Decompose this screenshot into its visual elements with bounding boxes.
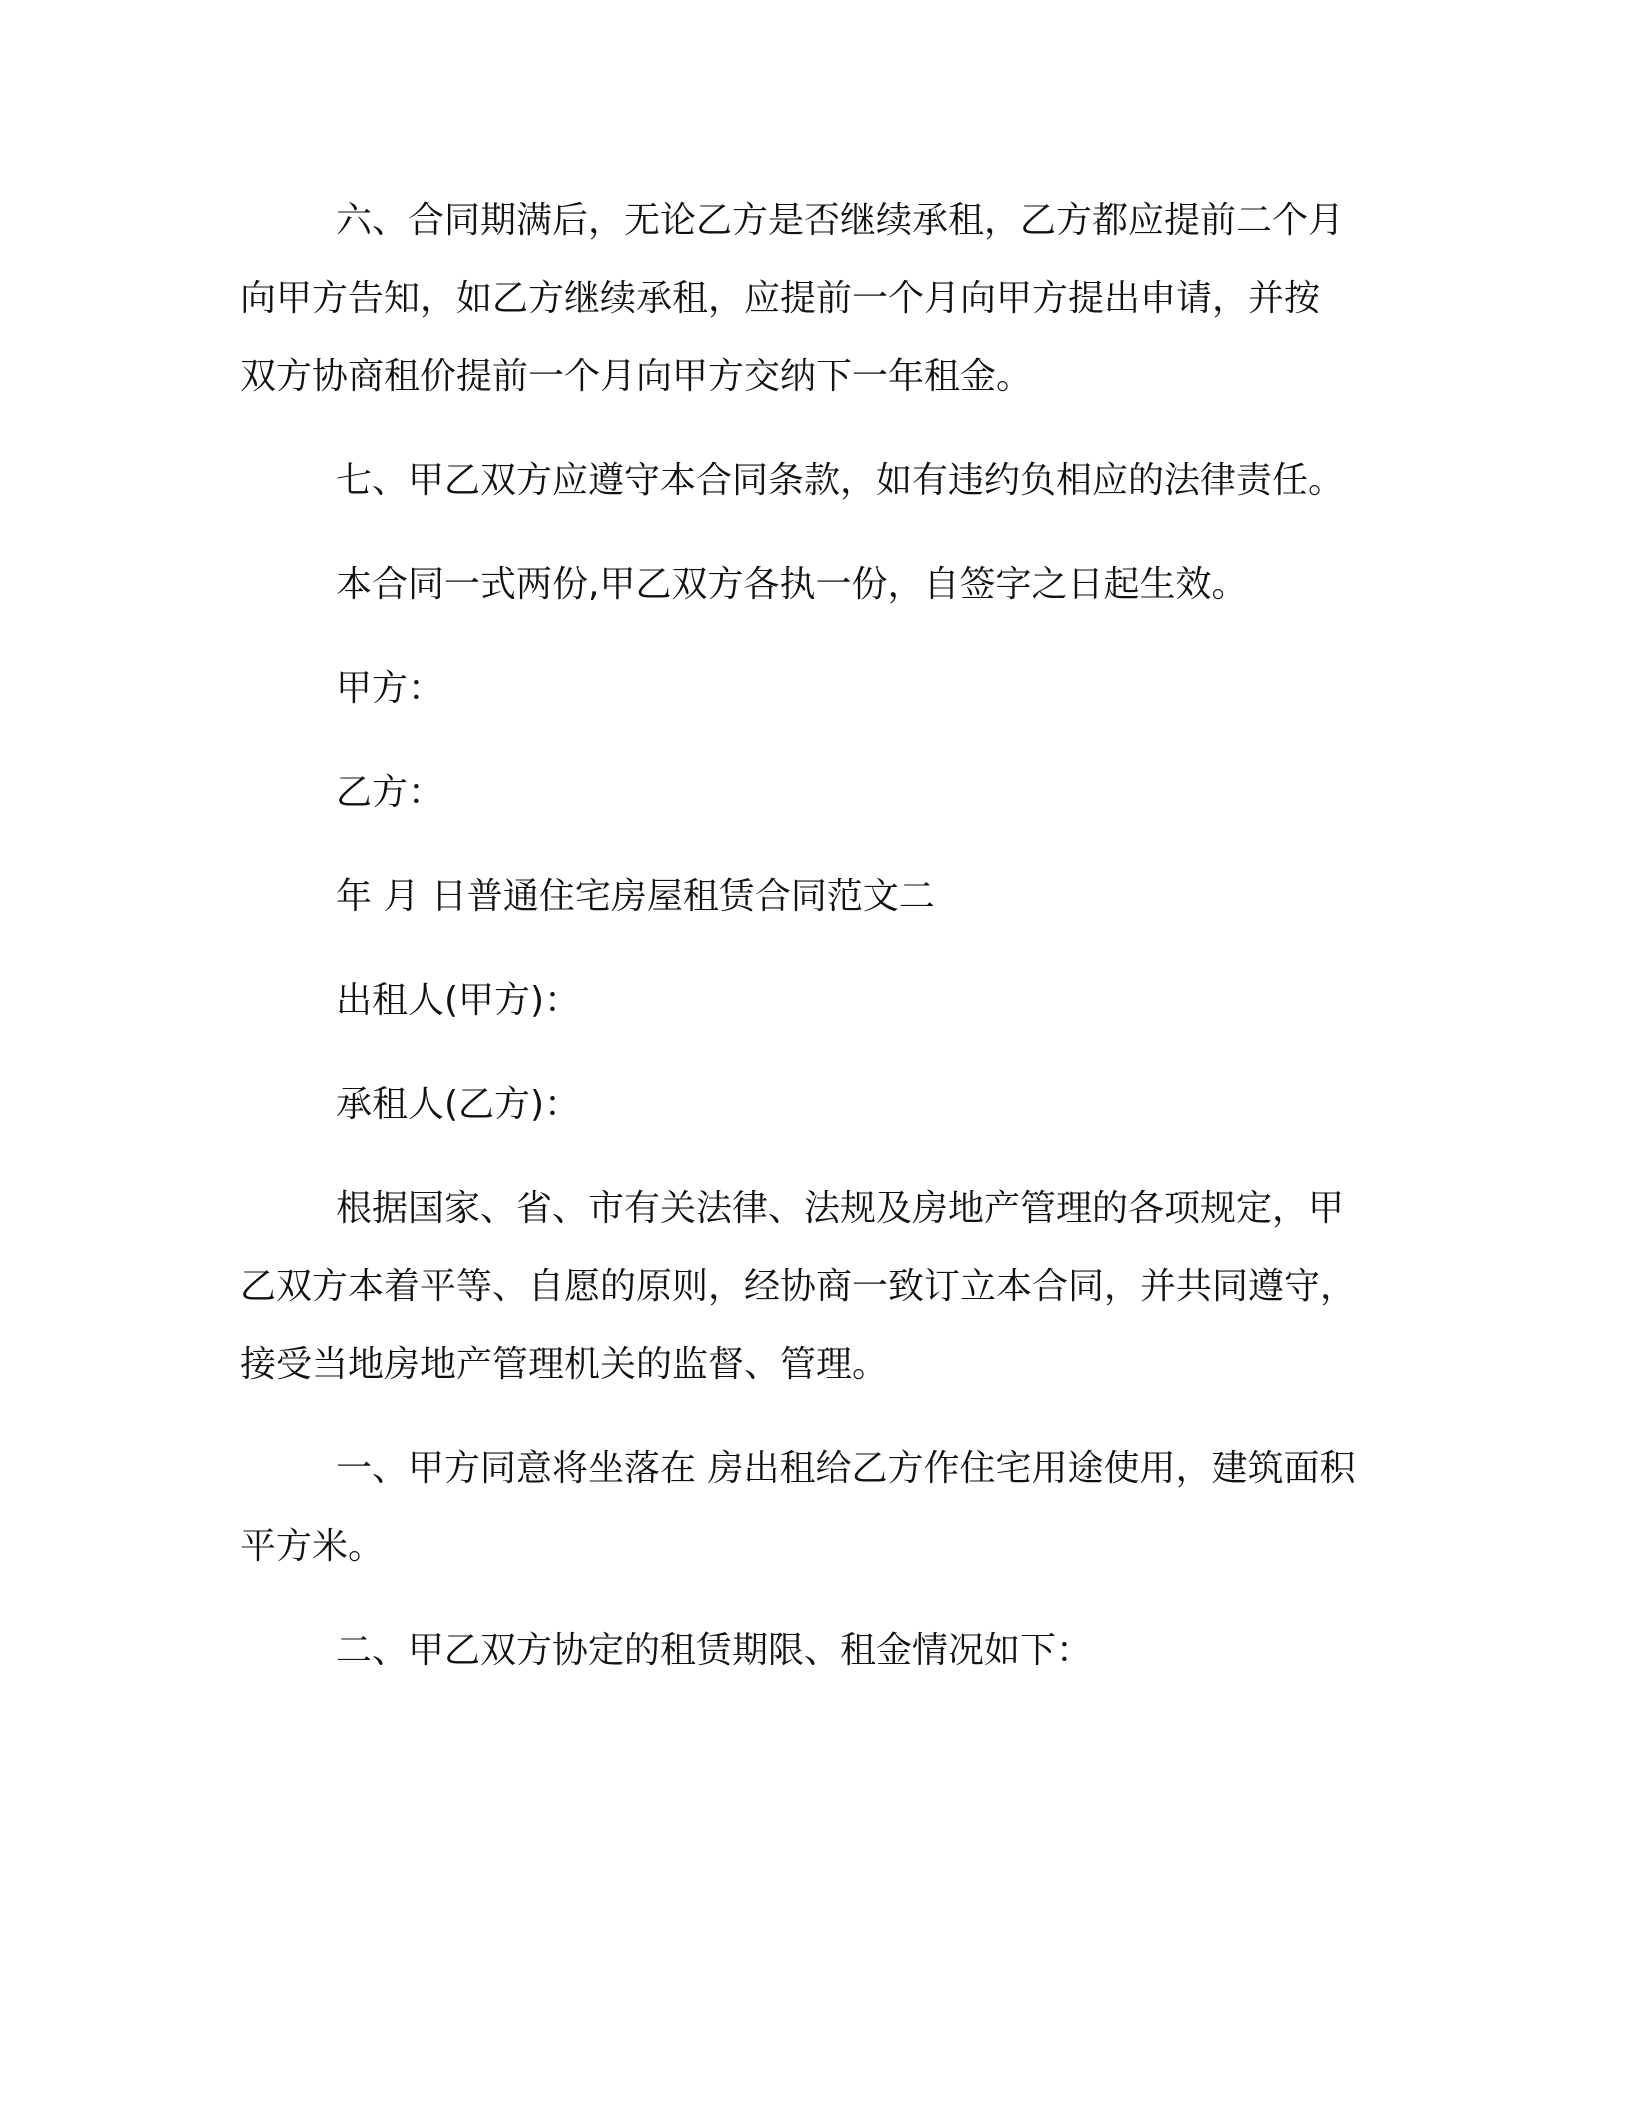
text-line: 六、合同期满后，无论乙方是否继续承租，乙方都应提前二个月 (336, 200, 1345, 241)
date-and-title-line (240, 858, 1392, 936)
text-line: 出租人(甲方)： (336, 980, 581, 1021)
clause-six (240, 182, 1392, 416)
party-b-signature (240, 754, 1392, 832)
clause-two (240, 1612, 1392, 1690)
document-body (240, 182, 1392, 1716)
lessee-line (240, 1066, 1392, 1144)
text-line: 乙方： (336, 772, 445, 813)
text-line: 本合同一式两份,甲乙双方各执一份，自签字之日起生效。 (336, 564, 1248, 605)
text-line: 乙双方本着平等、自愿的原则，经协商一致订立本合同，并共同遵守， (240, 1266, 1357, 1307)
text-line: 七、甲乙双方应遵守本合同条款，如有违约负相应的法律责任。 (336, 460, 1345, 501)
party-a-signature (240, 650, 1392, 728)
text-line: 根据国家、省、市有关法律、法规及房地产管理的各项规定，甲 (336, 1188, 1345, 1229)
clause-one (240, 1430, 1392, 1586)
lessor-line (240, 962, 1392, 1040)
text-line: 向甲方告知，如乙方继续承租，应提前一个月向甲方提出申请，并按 (240, 278, 1321, 319)
text-line: 平方米。 (240, 1526, 385, 1567)
text-line: 二、甲乙双方协定的租赁期限、租金情况如下： (336, 1630, 1093, 1671)
text-line: 年 月 日普通住宅房屋租赁合同范文二 (336, 876, 935, 917)
copies-statement (240, 546, 1392, 624)
text-line: 承租人(乙方)： (336, 1084, 581, 1125)
clause-seven (240, 442, 1392, 520)
text-line: 甲方： (336, 668, 445, 709)
preamble (240, 1170, 1392, 1404)
text-line: 双方协商租价提前一个月向甲方交纳下一年租金。 (240, 356, 1033, 397)
text-line: 一、甲方同意将坐落在 房出租给乙方作住宅用途使用，建筑面积 (336, 1448, 1356, 1489)
text-line: 接受当地房地产管理机关的监督、管理。 (240, 1344, 889, 1385)
